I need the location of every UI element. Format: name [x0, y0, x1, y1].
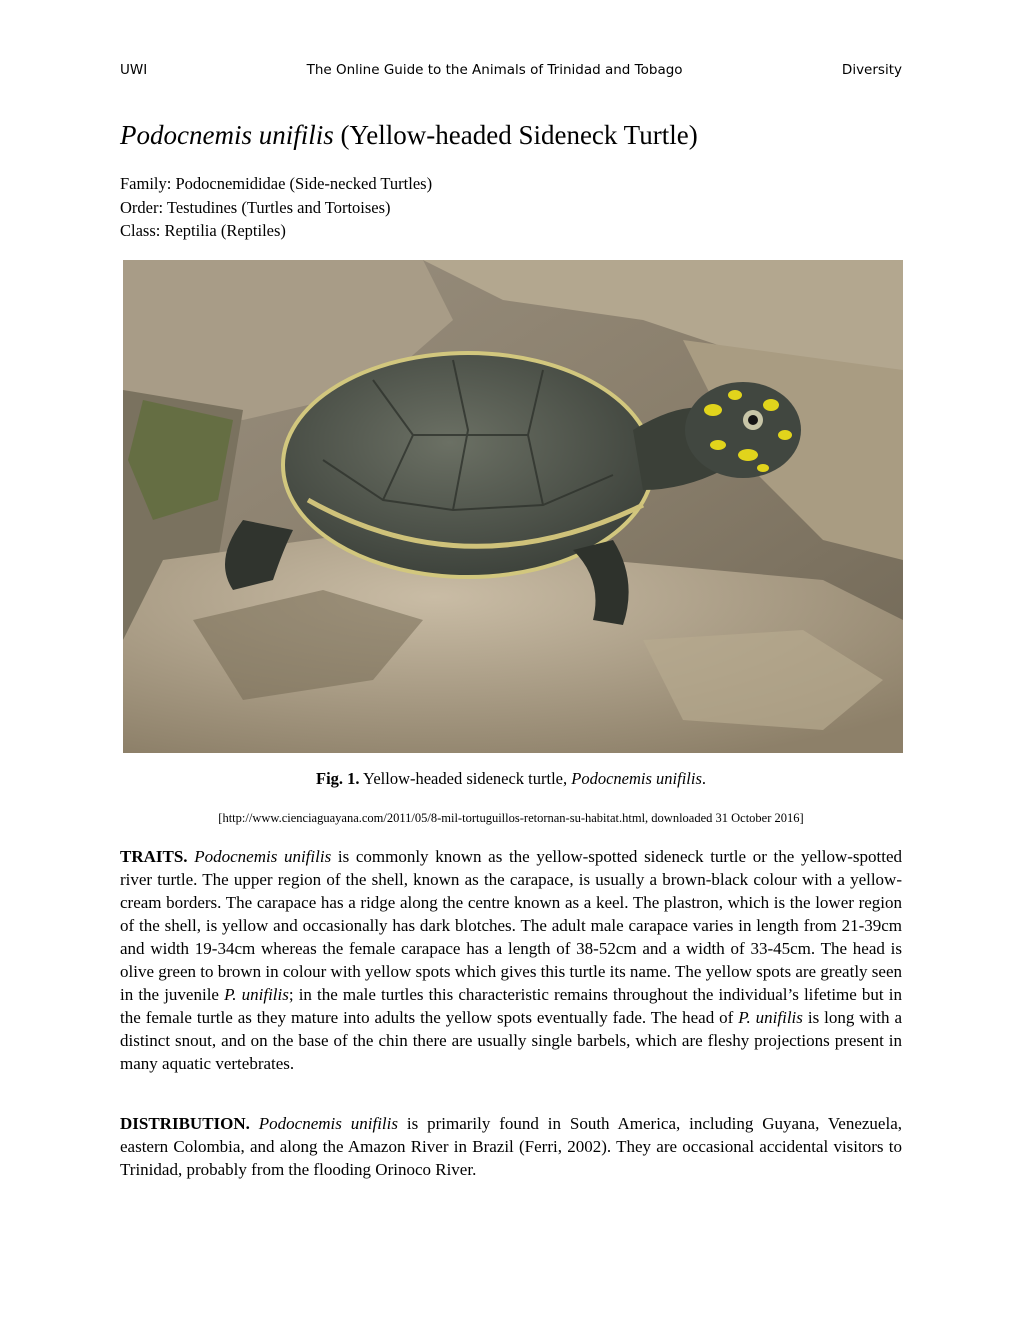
title-common-name: (Yellow-headed Sideneck Turtle) [333, 120, 698, 150]
caption-text: Yellow-headed sideneck turtle, [359, 769, 572, 788]
caption-label: Fig. 1. [316, 769, 360, 788]
distribution-species: Podocnemis unifilis [258, 1114, 398, 1133]
header-institution: UWI [120, 62, 148, 78]
turtle-photo [123, 260, 903, 753]
caption-end: . [701, 769, 706, 788]
traits-paragraph [120, 845, 902, 1075]
figure-source: [http://www.cienciaguayana.com/2011/05/8-mil-tortuguillos-retornan-su-habitat.html, downloaded 31 October 2016] [218, 811, 804, 825]
traits-text-2: ; in the male turtles this characteristic remains throughout the individual’s lifetime but in the female turtle as they mature into adults the yellow spots eventually fade. The head of [120, 985, 902, 1027]
traits-abbrev-1: P. unifilis [224, 985, 289, 1004]
traits-heading: TRAITS. [120, 847, 188, 866]
distribution-heading: DISTRIBUTION. [120, 1114, 250, 1133]
header-section: Diversity [841, 62, 902, 78]
traits-abbrev-2: P. unifilis [738, 1008, 803, 1027]
title-species: Podocnemis unifilis [120, 120, 334, 150]
taxonomy-order: Order: Testudines (Turtles and Tortoises) [120, 197, 391, 217]
taxonomy-family: Family: Podocnemididae (Side-necked Turtles) [120, 174, 433, 193]
caption-species: Podocnemis unifilis [571, 769, 702, 788]
traits-text-1: is commonly known as the yellow-spotted sideneck turtle or the yellow-spotted river turtle. The upper region of the shell, known as the carapace, is usually a brown-black colour with a yellow-cream borders. The carapace has a ridge along the centre known as a keel. The plastron, which is the lower region of the shell, is yellow and occasionally has dark blotches. The adult male carapace varies in length from 21-39cm and width 19-34cm whereas the female carapace has a length of 38-52cm and a width of 33-45cm. The head is olive green to brown in colour with yellow spots which gives this turtle its name. The yellow spots are greatly seen in the juvenile [120, 847, 902, 1004]
distribution-text: is primarily found in South America, including Guyana, Venezuela, eastern Colombia, and along the Amazon River in Brazil (Ferri, 2002). They are occasional accidental visitors to Trinidad, probably from the flooding Orinoco River. [120, 1114, 902, 1179]
taxonomy-block [120, 172, 820, 243]
traits-species: Podocnemis unifilis [194, 847, 332, 866]
header-guide-title: The Online Guide to the Animals of Trinidad and Tobago [306, 62, 683, 78]
page-title [120, 118, 920, 152]
taxonomy-class: Class: Reptilia (Reptiles) [120, 221, 286, 240]
distribution-paragraph [120, 1112, 902, 1181]
running-header [120, 62, 902, 78]
traits-text-3: is long with a distinct snout, and on the base of the chin there are usually single barbels, which are fleshy projections present in many aquatic vertebrates. [120, 1008, 902, 1073]
figure-caption [120, 768, 902, 790]
